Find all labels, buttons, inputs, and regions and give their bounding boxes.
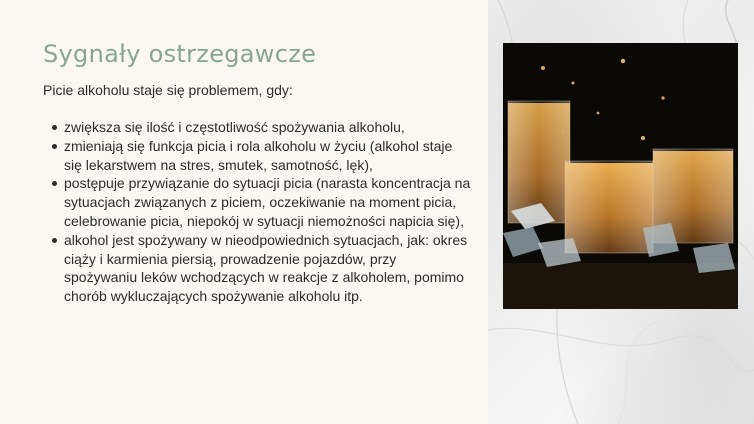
bullet-dot-icon [52, 238, 57, 243]
bullet-text: alkohol jest spożywany w nieodpowiednich sytuacjach, jak: okres ciąży i karmienia piersią, prowadzenie pojazdów, przy spożywaniu leków wchodzących w reakcje z alkoholem, pomimo chorób wykluczających spożywanie alkoholu itp. [64, 231, 468, 305]
bullet-text: zwiększa się ilość i częstotliwość spożywania alkoholu, [64, 119, 405, 135]
bullet-dot-icon [52, 181, 57, 186]
slide-title: Sygnały ostrzegawcze [43, 40, 317, 68]
bullet-item [43, 118, 471, 137]
intro-text: Picie alkoholu staje się problemem, gdy: [43, 82, 293, 98]
bullet-text: zmieniają się funkcja picia i rola alkoholu w życiu (alkohol staje się lekarstwem na stres, smutek, samotność, lęk), [64, 137, 453, 173]
whisky-photo [503, 43, 738, 309]
bullet-dot-icon [52, 144, 57, 149]
bullet-item [43, 137, 471, 175]
bullet-dot-icon [52, 125, 57, 130]
bullet-list [43, 118, 471, 306]
bullet-item [43, 174, 471, 230]
bullet-text: postępuje przywiązanie do sytuacji picia (narasta koncentracja na sytuacjach związanych z piciem, oczekiwanie na moment picia, celebrowanie picia, niepokój w sytuacji niemożności napicia się), [64, 175, 471, 229]
bullet-item [43, 231, 471, 306]
